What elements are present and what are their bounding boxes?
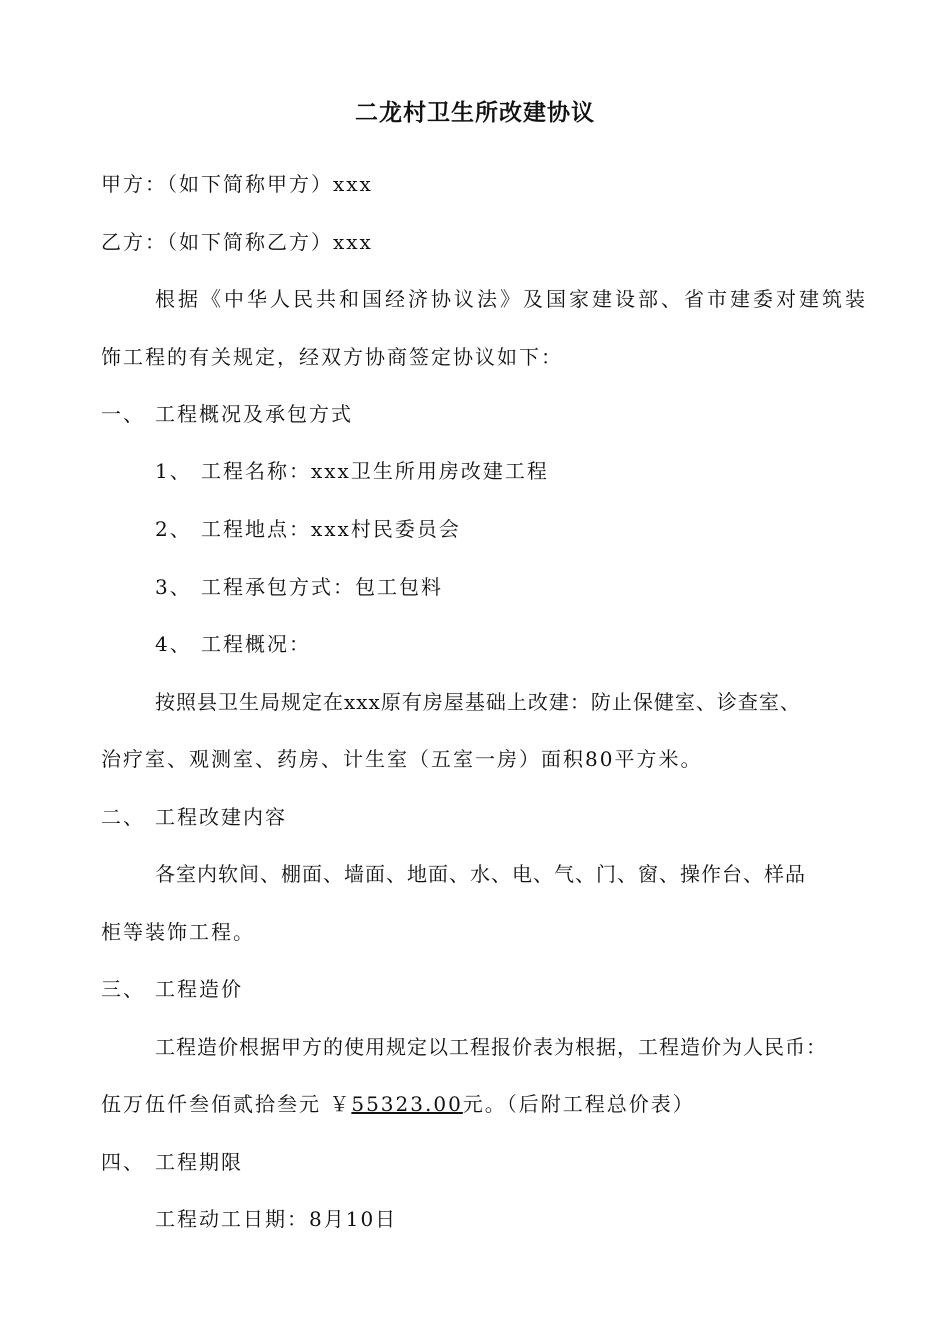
amount-in-words: 伍万伍仟叁佰贰拾叁元 ￥ [101, 1092, 352, 1116]
section-2-paragraph-line-1: 各室内软间、棚面、墙面、地面、水、电、气、门、窗、操作台、样品 [155, 862, 806, 886]
item-text: 工程概况： [201, 632, 311, 656]
section-1-paragraph-line-1: 按照县卫生局规定在xxx原有房屋基础上改建：防止保健室、诊查室、 [155, 690, 801, 714]
item-text: 工程地点：xxx村民委员会 [201, 517, 461, 541]
section-number: 四、 [101, 1150, 145, 1174]
page-title: 二龙村卫生所改建协议 [355, 99, 595, 126]
section-number: 三、 [101, 977, 145, 1001]
section-1-paragraph-line-2: 治疗室、观测室、药房、计生室（五室一房）面积80平方米。 [101, 747, 703, 771]
amount-figure: 55323.00 [351, 1092, 463, 1116]
section-2-heading [101, 803, 287, 831]
section-title: 工程改建内容 [155, 805, 287, 829]
item-text: 工程承包方式：包工包料 [201, 575, 443, 599]
item-number: 4、 [155, 632, 192, 656]
section-number: 一、 [101, 402, 145, 426]
section-2-paragraph-line-2: 柜等装饰工程。 [101, 920, 255, 944]
section-4-heading [101, 1148, 243, 1176]
item-text: 工程名称：xxx卫生所用房改建工程 [201, 459, 549, 483]
list-item [155, 630, 311, 658]
section-3-paragraph-line-2 [101, 1090, 695, 1118]
section-4-paragraph-line-1: 工程动工日期：8月10日 [155, 1207, 398, 1231]
preamble-line-2: 饰工程的有关规定，经双方协商签定协议如下： [101, 345, 563, 369]
list-item [155, 573, 443, 601]
item-number: 2、 [155, 517, 192, 541]
list-item [155, 457, 549, 485]
item-number: 3、 [155, 575, 192, 599]
amount-note: 元。（后附工程总价表） [462, 1092, 695, 1116]
section-3-paragraph-line-1: 工程造价根据甲方的使用规定以工程报价表为根据，工程造价为人民币： [155, 1035, 827, 1059]
section-title: 工程概况及承包方式 [155, 402, 353, 426]
section-title: 工程期限 [155, 1150, 243, 1174]
section-number: 二、 [101, 805, 145, 829]
item-number: 1、 [155, 459, 192, 483]
section-1-heading [101, 400, 353, 428]
section-3-heading [101, 975, 243, 1003]
preamble-line-1: 根据《中华人民共和国经济协议法》及国家建设部、省市建委对建筑装 [155, 287, 868, 311]
party-a-line: 甲方：（如下简称甲方）xxx [101, 172, 373, 196]
section-title: 工程造价 [155, 977, 243, 1001]
party-b-line: 乙方：（如下简称乙方）xxx [101, 230, 373, 254]
list-item [155, 515, 461, 543]
